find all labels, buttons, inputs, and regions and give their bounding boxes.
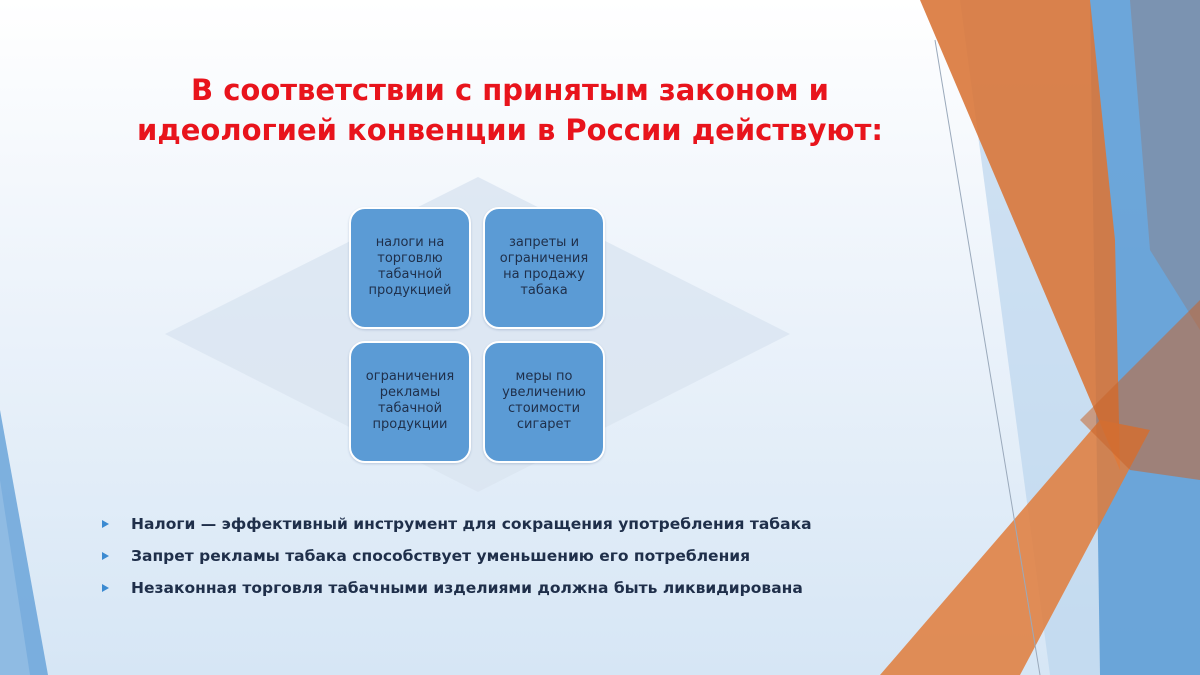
- bullet-item: [100, 572, 920, 604]
- tile-label: меры по увеличению стоимости сигарет: [502, 369, 586, 432]
- matrix-tile-price-measures: [483, 341, 605, 463]
- bullet-arrow-icon: [102, 584, 109, 592]
- matrix-diagram: [349, 207, 607, 463]
- bullet-list: [100, 508, 920, 604]
- tile-label: ограничения рекламы табачной продукции: [365, 369, 455, 432]
- bullet-item: [100, 508, 920, 540]
- bullet-text: Налоги — эффективный инструмент для сокращения употребления табака: [131, 515, 812, 533]
- tile-label: налоги на торговлю табачной продукцией: [368, 235, 452, 298]
- matrix-tile-advertising-restrictions: [349, 341, 471, 463]
- bullet-arrow-icon: [102, 552, 109, 560]
- bullet-text: Запрет рекламы табака способствует уменьшению его потребления: [131, 547, 751, 565]
- matrix-tile-sale-restrictions: [483, 207, 605, 329]
- matrix-tile-taxes: [349, 207, 471, 329]
- bullet-text: Незаконная торговля табачными изделиями должна быть ликвидирована: [131, 579, 803, 597]
- title-line-2: идеологией конвенции в России действуют:: [137, 113, 883, 147]
- bullet-item: [100, 540, 920, 572]
- title-line-1: В соответствии с принятым законом и: [191, 73, 829, 107]
- bullet-arrow-icon: [102, 520, 109, 528]
- tile-label: запреты и ограничения на продажу табака: [499, 235, 589, 298]
